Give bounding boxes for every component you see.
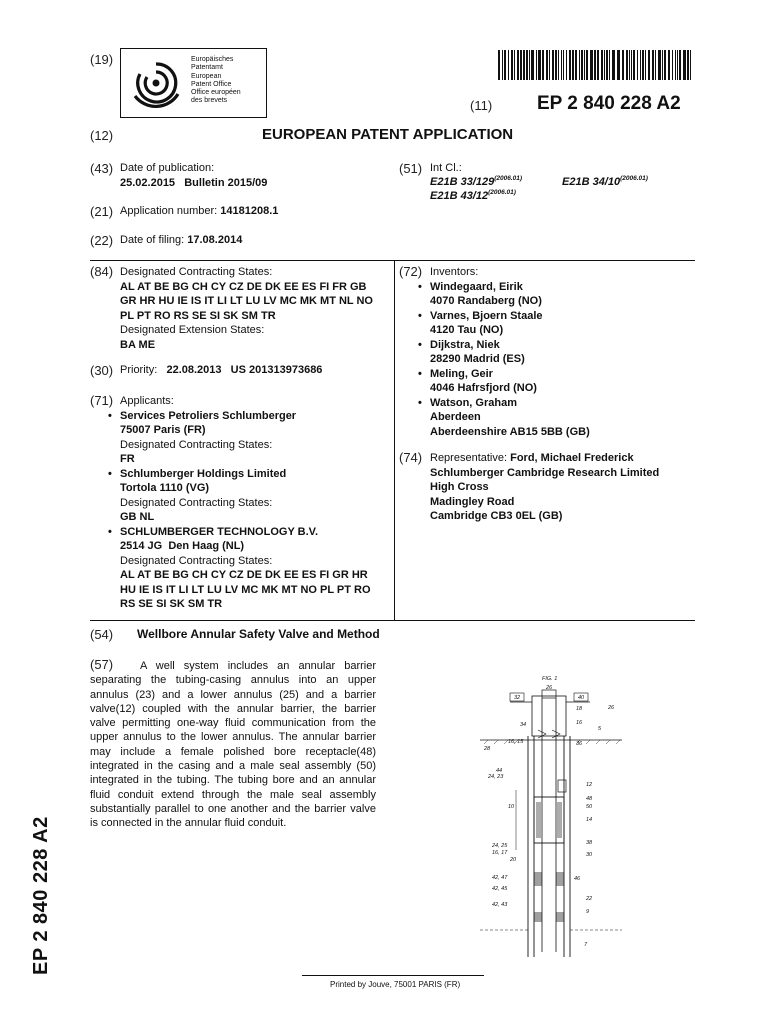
packer [556, 872, 564, 886]
barcode-bar [581, 50, 583, 80]
priority-value: 22.08.2013 US 201313973686 [166, 364, 323, 376]
document-type: EUROPEAN PATENT APPLICATION [262, 126, 514, 143]
barcode-bar [622, 50, 624, 80]
inventor-address: Aberdeen [430, 411, 481, 423]
barcode-bar [523, 50, 525, 80]
barcode-bar [626, 50, 628, 80]
barcode-bar [579, 50, 580, 80]
intcl-code-3: E21B 43/12 [430, 190, 489, 202]
barcode-bar [526, 50, 528, 80]
representative-address: High Cross [430, 481, 489, 493]
ref-number: 42, 43 [492, 902, 508, 908]
packer [534, 912, 542, 922]
inventor-address: 4046 Hafrsfjord (NO) [430, 382, 537, 394]
footer-rule [302, 975, 484, 976]
extension-states-label: Designated Extension States: [120, 324, 265, 336]
barcode-bar [536, 50, 537, 80]
representative-address: Cambridge CB3 0EL (GB) [430, 510, 563, 522]
barcode-bar [668, 50, 670, 80]
applicant-name: • Schlumberger Holdings Limited [108, 467, 287, 480]
ref-number: 38 [586, 840, 593, 846]
wellhead [532, 696, 566, 736]
ref-number: 42, 47 [492, 875, 508, 881]
barcode-bar [658, 50, 661, 80]
applicant-states: HU IE IS IT LI LT LU LV MC MK MT NO PL PT RO [120, 583, 371, 596]
barcode-bar [672, 50, 673, 80]
barcode-bar [517, 50, 519, 80]
ref-number: 12 [586, 782, 593, 788]
barcode-bar [502, 50, 503, 80]
barcode-bar [675, 50, 676, 80]
barcode-bar [687, 50, 689, 80]
ref-number: 30 [586, 852, 593, 858]
ref-number: 18 [576, 706, 583, 712]
application-number-value: 14181208.1 [220, 205, 279, 217]
barcode-bar [546, 50, 548, 80]
packer [534, 872, 542, 886]
logo-text-line: Patent Office [191, 80, 232, 88]
inid-84: (84) [90, 264, 114, 279]
barrier-valve [558, 780, 566, 792]
side-publication-number: EP 2 840 228 A2 [30, 816, 52, 975]
barcode-bar [642, 50, 644, 80]
barcode-bar [604, 50, 605, 80]
barcode-bar [552, 50, 554, 80]
barcode-bar [683, 50, 686, 80]
bullet-icon: • [418, 309, 422, 322]
barcode-bar [594, 50, 596, 80]
barcode-bar [601, 50, 603, 80]
barcode-bar [520, 50, 522, 80]
barcode-bar [569, 50, 571, 80]
ref-number: 26 [608, 705, 615, 711]
applicant-name: • Services Petroliers Schlumberger [108, 409, 297, 422]
barcode-bar [637, 50, 638, 80]
bullet-icon: • [108, 409, 112, 422]
barcode-bar [563, 50, 564, 80]
figure-label: FIG. 1 [542, 676, 558, 682]
barcode-bar [645, 50, 646, 80]
barcode-bar [662, 50, 663, 80]
designated-states-label: Designated Contracting States: [120, 266, 273, 278]
ref-number: 24, 25 [492, 843, 508, 849]
inid-11: (11) [470, 98, 493, 113]
applicant-states: FR [120, 453, 135, 465]
ground-hatch [484, 740, 620, 744]
barcode-bar [555, 50, 557, 80]
logo-text-line: des brevets [191, 97, 228, 105]
barcode [498, 50, 694, 80]
logo-text-line: Patentamt [191, 64, 223, 72]
applicant-states-label: Designated Contracting States: [120, 554, 273, 567]
ref-number: 7 [584, 942, 588, 948]
applicant-states-label: Designated Contracting States: [120, 496, 273, 509]
barcode-bar [677, 50, 678, 80]
inventor-name: • Windegaard, Eirik [418, 280, 523, 293]
barcode-bar [561, 50, 562, 80]
epo-logo [120, 48, 267, 118]
invention-title: Wellbore Annular Safety Valve and Method [137, 627, 380, 641]
ref-number: 48 [586, 796, 593, 802]
intcl-code-1: E21B 33/129 [430, 176, 495, 188]
printer-note: Printed by Jouve, 75001 PARIS (FR) [330, 980, 461, 989]
inventor-address: 4120 Tau (NO) [430, 324, 504, 336]
barcode-bar [531, 50, 534, 80]
application-number-label: Application number: [120, 205, 218, 217]
representative-address: Madingley Road [430, 495, 515, 508]
barcode-bar [690, 50, 691, 80]
ref-number: 16, 15 [508, 739, 524, 745]
barcode-bar [498, 50, 500, 80]
ref-number: 32 [514, 695, 521, 701]
bullet-icon: • [108, 525, 112, 538]
intcl-date-2: (2006.01) [620, 175, 648, 182]
barcode-bar [558, 50, 559, 80]
bullet-icon: • [418, 367, 422, 380]
extension-states-value: BA ME [120, 338, 156, 351]
applicants-label: Applicants: [120, 395, 174, 407]
publication-number: EP 2 840 228 A2 [537, 93, 681, 114]
barcode-bar [584, 50, 585, 80]
column-rule [394, 260, 395, 620]
inid-21: (21) [90, 204, 114, 219]
inventor-address: Aberdeenshire AB15 5BB (GB) [430, 425, 590, 438]
inid-54: (54) [90, 627, 114, 642]
ref-number: 14 [586, 817, 593, 823]
ref-number: 44 [496, 768, 503, 774]
intcl-label: Int Cl.: [430, 162, 462, 174]
separator-rule [90, 260, 695, 261]
ref-number: 16 [576, 720, 583, 726]
ref-number: 9 [586, 909, 590, 915]
ref-number: 24, 23 [488, 774, 504, 780]
intcl-date-3: (2006.01) [488, 189, 516, 196]
applicant-address: 75007 Paris (FR) [120, 424, 206, 436]
inid-57: (57) [90, 657, 114, 672]
barcode-bar [679, 50, 681, 80]
applicant-states: RS SE SI SK SM TR [120, 598, 223, 610]
casing [528, 736, 570, 957]
ref-number: 46 [574, 876, 581, 882]
applicant-states: GB NL [120, 511, 155, 523]
ref-number: 28 [484, 746, 491, 752]
barcode-bar [617, 50, 620, 80]
packer [556, 912, 564, 922]
barcode-bar [572, 50, 574, 80]
representative-label: Representative: [430, 452, 508, 464]
barcode-bar [508, 50, 509, 80]
representative-name: Ford, Michael Frederick [510, 452, 634, 464]
separator-rule [90, 620, 695, 621]
figure-1 [472, 672, 632, 962]
barcode-bar [631, 50, 632, 80]
designated-states-line: AL AT BE BG CH CY CZ DE DK EE ES FI FR GB [120, 280, 367, 293]
intcl-code-2: E21B 34/10 [562, 176, 621, 188]
barcode-bar [590, 50, 593, 80]
seal-left [536, 802, 541, 838]
inventor-address: 28290 Madrid (ES) [430, 353, 525, 365]
ref-number: 40 [578, 695, 585, 701]
ref-number: 5 [598, 726, 602, 732]
barcode-bar [612, 50, 615, 80]
barcode-bar [633, 50, 635, 80]
barcode-bar [514, 50, 515, 80]
ref-number: 10 [508, 804, 515, 810]
priority-label: Priority: [120, 364, 158, 376]
inid-30: (30) [90, 363, 114, 378]
barcode-bar [597, 50, 599, 80]
ref-number: 36 [576, 741, 583, 747]
ref-number: 22 [586, 896, 593, 902]
bullet-icon: • [108, 467, 112, 480]
inid-74: (74) [399, 450, 423, 465]
barcode-bar [529, 50, 530, 80]
inid-22: (22) [90, 233, 114, 248]
bullet-icon: • [418, 338, 422, 351]
barcode-bar [575, 50, 577, 80]
publication-date-value: 25.02.2015 Bulletin 2015/09 [120, 176, 268, 189]
applicant-name: • SCHLUMBERGER TECHNOLOGY B.V. [108, 525, 319, 538]
seal-right [557, 802, 562, 838]
barcode-bar [566, 50, 567, 80]
barcode-bar [511, 50, 513, 80]
barcode-bar [504, 50, 506, 80]
designated-states-line: GR HR HU IE IS IT LI LT LU LV MC MK MT NL NO [120, 295, 373, 307]
ref-number: 34 [520, 722, 527, 728]
ref-number: 42, 45 [492, 886, 508, 892]
logo-text-line: Office européen [191, 89, 241, 97]
bullet-icon: • [418, 396, 422, 409]
barcode-bar [586, 50, 588, 80]
barcode-bar [652, 50, 654, 80]
designated-states-line: PL PT RO RS SE SI SK SM TR [120, 309, 276, 322]
inid-43: (43) [90, 161, 114, 176]
inid-12: (12) [90, 128, 114, 143]
representative-address: Schlumberger Cambridge Research Limited [430, 466, 660, 479]
barcode-bar [640, 50, 641, 80]
logo-text-line: European [191, 72, 222, 80]
bullet-icon: • [418, 280, 422, 293]
barcode-bar [542, 50, 544, 80]
barcode-bar [549, 50, 550, 80]
ref-number: 20 [510, 857, 517, 863]
barcode-bar [648, 50, 650, 80]
inventor-address: 4070 Randaberg (NO) [430, 295, 542, 307]
barcode-bar [606, 50, 608, 80]
ref-number: 26 [546, 685, 553, 691]
barcode-bar [655, 50, 656, 80]
inventors-label: Inventors: [430, 266, 479, 278]
barcode-bar [629, 50, 630, 80]
logo-text-line: Europäisches [191, 56, 234, 63]
filing-date-value: 17.08.2014 [187, 234, 243, 246]
filing-date-label: Date of filing: [120, 234, 185, 246]
abstract-text: A well system includes an annular barrier separating the tubing-casing annulus into an upper annulus (23) and a lower annulus (25) and a barrier valve(12) coupled with the annular barrier, the barrier valve permitting one-way fluid communication from the upper annulus to the lower annulus. The annular barrier may include a female polished bore receptacle(48) integrated in the casing and a male seal assembly (50) integrated in the tubing. The tubing bore and an annular fluid conduit extend through the male seal assembly substantially parallel to one another and the barrier valve is connected in the annular fluid conduit. [90, 660, 376, 830]
inid-19: (19) [90, 52, 114, 67]
wellhead-cap [542, 690, 556, 698]
barcode-bar [609, 50, 610, 80]
ref-number: 16, 17 [492, 850, 508, 856]
inventor-name: • Dijkstra, Niek [418, 338, 500, 351]
barcode-bar [538, 50, 541, 80]
publication-date-label: Date of publication: [120, 162, 215, 174]
inid-51: (51) [399, 161, 423, 176]
inid-72: (72) [399, 264, 423, 279]
inventor-name: • Varnes, Bjoern Staale [418, 309, 543, 322]
applicant-states: AL AT BE BG CH CY CZ DE DK EE ES FI GR HR [120, 569, 368, 581]
inventor-name: • Meling, Geir [418, 367, 493, 380]
applicant-address: Tortola 1110 (VG) [120, 482, 210, 494]
applicant-address: 2514 JG Den Haag (NL) [120, 540, 245, 552]
ref-number: 50 [586, 804, 593, 810]
barcode-bar [664, 50, 666, 80]
applicant-states-label: Designated Contracting States: [120, 438, 273, 451]
epo-emblem-icon [123, 50, 189, 116]
intcl-date-1: (2006.01) [494, 175, 523, 182]
inid-71: (71) [90, 393, 114, 408]
inventor-name: • Watson, Graham [418, 396, 517, 409]
